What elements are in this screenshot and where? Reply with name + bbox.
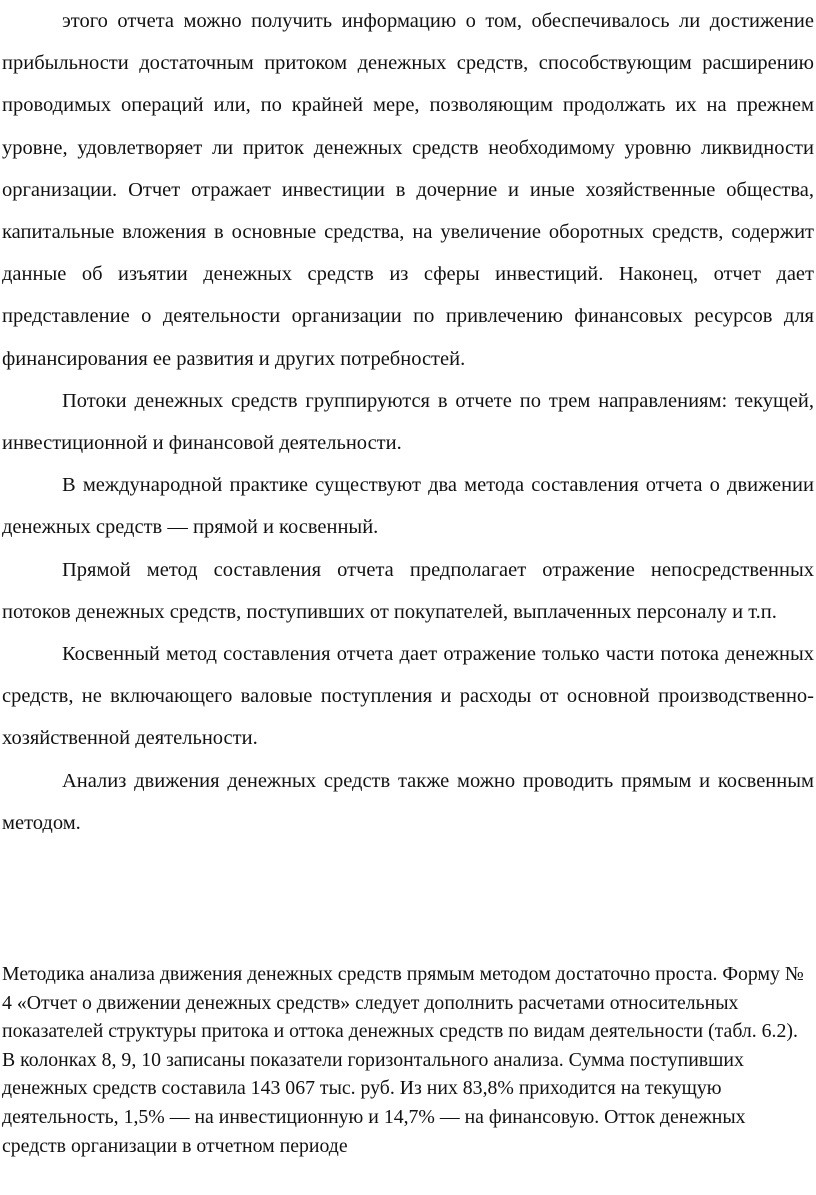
paragraph-5: Косвенный метод составления отчета дает отражение только части потока денежных средств, не включающего валовые поступления и расходы от основной производственно-хозяйственной деятельности.: [2, 643, 814, 750]
paragraph-4: Прямой метод составления отчета предполагает отражение непосредственных потоков денежных средств, поступивших от покупателей, выплаченных персоналу и т.п.: [2, 558, 814, 623]
paragraph-8: В колонках 8, 9, 10 записаны показатели горизонтального анализа. Сумма поступивших денежных средств составила 143 067 тыс. руб. Из них 83,8% приходится на текущую деятельность, 1,5% — на инвестиционную и 14,7% — на финансовую. Отток денежных средств организации в отчетном периоде: [2, 1048, 746, 1157]
secondary-text-block: [2, 960, 814, 1160]
paragraph-1: этого отчета можно получить информацию о том, обеспечивалось ли достижение прибыльности достаточным притоком денежных средств, способствующим расширению проводимых операций или, по крайней мере, позволяющим продолжать их на прежнем уровне, удовлетворяет ли приток денежных средств необходимому уровню ликвидности организации. Отчет отражает инвестиции в дочерние и иные хозяйственные общества, капитальные вложения в основные средства, на увеличение оборотных средств, содержит данные об изъятии денежных средств из сферы инвестиций. Наконец, отчет дает представление о деятельности организации по привлечению финансовых ресурсов для финансирования ее развития и других потребностей.: [2, 10, 814, 370]
paragraph-6: Анализ движения денежных средств также можно проводить прямым и косвенным методом.: [2, 769, 814, 834]
paragraph-7: Методика анализа движения денежных средств прямым методом достаточно проста. Форму № 4 «Отчет о движении денежных средств» следует дополнить расчетами относительных показателей структуры притока и оттока денежных средств по видам деятельности (табл. 6.2).: [2, 963, 804, 1043]
main-text-block: [2, 0, 814, 844]
paragraph-2: Потоки денежных средств группируются в отчете по трем направлениям: текущей, инвестиционной и финансовой деятельности.: [2, 389, 814, 455]
paragraph-3: В международной практике существуют два метода составления отчета о движении денежных средств — прямой и косвенный.: [2, 474, 814, 539]
